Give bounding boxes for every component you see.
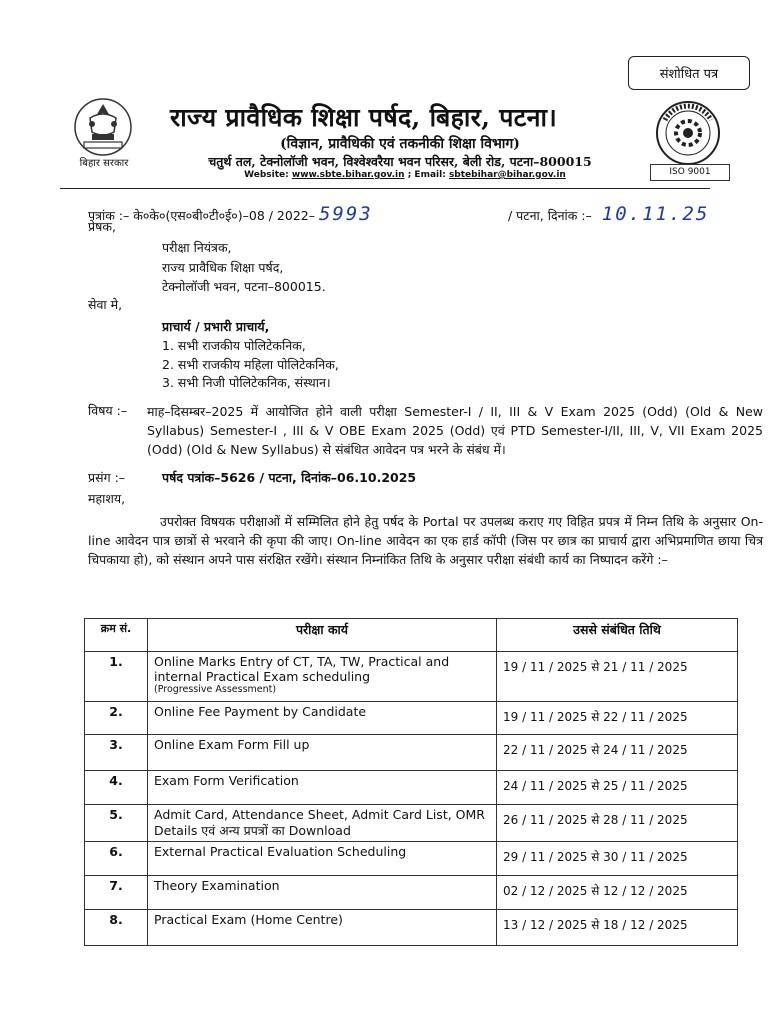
table-header-row (85, 619, 738, 652)
sender-label: प्रेषक, (88, 219, 116, 234)
row-date: 02 / 12 / 2025 से 12 / 12 / 2025 (497, 876, 738, 910)
task-text: Online Marks Entry of CT, TA, TW, Practical and internal Practical Exam scheduling (154, 654, 450, 684)
handwritten-date: 10.11.25 (601, 203, 710, 225)
place-date-label: / पटना, दिनांक :– (508, 208, 592, 223)
table-row (85, 771, 738, 805)
row-task: Admit Card, Attendance Sheet, Admit Card List, OMR Details एवं अन्य प्रपत्रों का Download (148, 805, 497, 842)
table-row (85, 842, 738, 876)
website-link[interactable]: www.sbte.bihar.gov.in (291, 170, 405, 180)
recipient-item: 2. सभी राजकीय महिला पोलिटेकनिक, (162, 356, 339, 372)
place-date (508, 203, 709, 225)
exam-schedule-table (84, 618, 738, 946)
subject-text: माह–दिसम्बर–2025 में आयोजित होने वाली परीक्षा Semester-I / II, III & V Exam 2025 (Odd) (Old & New Syllabus) Semester-I , III & V OBE Exam 2025 (Odd) एवं PTD Semester-I/II, III, V, VII Exam 2025 (Odd) (Old & New Syllabus) से संबंधित आवेदन पत्र भरने के संबंध में। (147, 404, 763, 457)
row-date: 19 / 11 / 2025 से 22 / 11 / 2025 (497, 702, 738, 735)
row-task: Exam Form Verification (148, 771, 497, 805)
sender-line: परीक्षा नियंत्रक, (162, 240, 232, 255)
task-note: (Progressive Assessment) (154, 684, 277, 695)
table-row (85, 702, 738, 735)
salutation: महाशय, (88, 491, 126, 506)
row-task: External Practical Evaluation Scheduling (148, 842, 497, 876)
sbte-seal-icon (655, 100, 721, 166)
row-number: 8. (85, 910, 148, 946)
table-row (85, 910, 738, 946)
subject-label: विषय :– (88, 403, 128, 418)
recipient-item: 3. सभी निजी पोलिटेकनिक, संस्थान। (162, 375, 331, 390)
row-task: Online Fee Payment by Candidate (148, 702, 497, 735)
website-label: Website: (244, 170, 292, 180)
column-header-serial: क्रम सं. (85, 619, 148, 652)
row-task (148, 652, 497, 702)
body-paragraph: उपरोक्त विषयक परीक्षाओं में सम्मिलित होने हेतु पर्षद के Portal पर उपलब्ध कराए गए विहित प्रपत्र में निम्न तिथि के अनुसार On-line आवेदन पात्र छात्रों से भरवाने की कृपा की जाए। On-line आवेदन का एक हार्ड कॉपी (जिस पर छात्र का प्राचार्य द्वारा अभिप्रमाणित छाया चित्र चिपकाया हो), को संस्थान अपने पास संरक्षित रखेंगे। संस्थान निम्नांकित तिथि के अनुसार परीक्षा संबंधी कार्य का निष्पादन करेंगे :– (88, 514, 763, 567)
row-task: Theory Examination (148, 876, 497, 910)
row-number: 2. (85, 702, 148, 735)
row-date: 19 / 11 / 2025 से 21 / 11 / 2025 (497, 652, 738, 702)
column-header-task: परीक्षा कार्य (148, 619, 497, 652)
row-date: 13 / 12 / 2025 से 18 / 12 / 2025 (497, 910, 738, 946)
table-row (85, 735, 738, 771)
email-label: ; Email: (404, 170, 449, 180)
row-number: 6. (85, 842, 148, 876)
handwritten-reference-number: 5993 (318, 203, 373, 225)
sender-line: टेक्नोलॉजी भवन, पटना–800015. (162, 279, 326, 294)
sender-line: राज्य प्रावैधिक शिक्षा पर्षद, (162, 259, 284, 275)
reference-number-label: पत्रांक :– के०के०(एस०बी०टी०ई०)–08 / 2022– (88, 208, 315, 223)
reference-label: प्रसंग :– (88, 470, 126, 485)
row-number: 3. (85, 735, 148, 771)
recipient-list (162, 337, 339, 393)
row-number: 1. (85, 652, 148, 702)
table-row (85, 876, 738, 910)
row-number: 7. (85, 876, 148, 910)
to-label: सेवा मे, (88, 297, 123, 312)
iso-badge: ISO 9001 (650, 164, 730, 181)
row-date: 26 / 11 / 2025 से 28 / 11 / 2025 (497, 805, 738, 842)
sender-block (162, 238, 326, 297)
reference-text: पर्षद पत्रांक–5626 / पटना, दिनांक–06.10.2025 (162, 470, 417, 485)
row-date: 29 / 11 / 2025 से 30 / 11 / 2025 (497, 842, 738, 876)
email-link[interactable]: sbtebihar@bihar.gov.in (448, 170, 566, 180)
row-number: 4. (85, 771, 148, 805)
row-date: 22 / 11 / 2025 से 24 / 11 / 2025 (497, 735, 738, 771)
table-row (85, 805, 738, 842)
recipient-item: 1. सभी राजकीय पोलिटेकनिक, (162, 338, 306, 353)
address-line: चतुर्थ तल, टेक्नोलॉजी भवन, विश्वेश्वरैया भवन परिसर, बेली रोड, पटना–800015 (208, 154, 592, 169)
row-date: 24 / 11 / 2025 से 25 / 11 / 2025 (497, 771, 738, 805)
row-task: Practical Exam (Home Centre) (148, 910, 497, 946)
revised-letter-stamp: संशोधित पत्र (628, 56, 750, 90)
header-divider (60, 188, 710, 189)
letter-reference (88, 203, 373, 225)
row-task: Online Exam Form Fill up (148, 735, 497, 771)
row-number: 5. (85, 805, 148, 842)
table-row (85, 652, 738, 702)
organization-title: राज्य प्रावैधिक शिक्षा पर्षद, बिहार, पटना। (170, 103, 558, 132)
emblem-caption: बिहार सरकार (79, 158, 129, 169)
recipient-title: प्राचार्य / प्रभारी प्राचार्य, (162, 319, 270, 334)
contact-line (170, 170, 640, 180)
department-line: (विज्ञान, प्रावैधिकी एवं तकनीकी शिक्षा विभाग) (280, 136, 520, 152)
column-header-date: उससे संबंधित तिथि (497, 619, 738, 652)
bihar-emblem-icon (68, 96, 138, 158)
